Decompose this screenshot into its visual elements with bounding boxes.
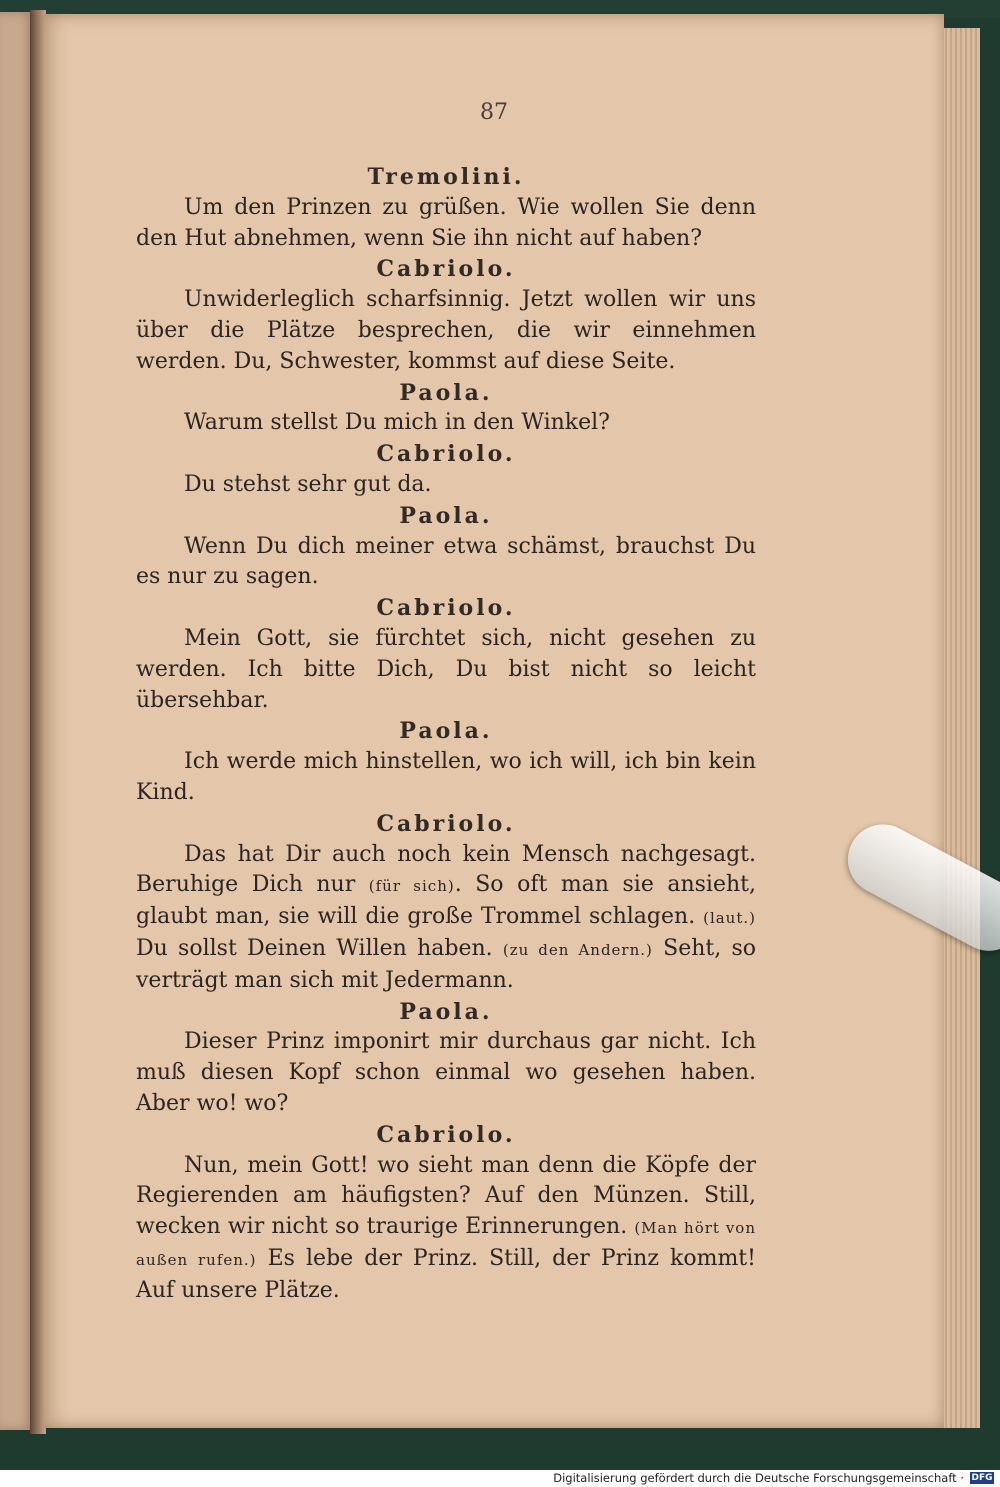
speech-paragraph: Unwiderleglich scharfsinnig. Jetzt wollen wir uns über die Plätze besprechen, die wir einnehmen werden. Du, Schwester, kommst auf diese Seite.: [136, 287, 756, 374]
footer-bar: [0, 1470, 1000, 1487]
speech-text: Seht, so verträgt man sich mit Jedermann.: [136, 935, 756, 993]
speech-paragraph: [136, 840, 756, 997]
book-page: [44, 14, 944, 1428]
speaker-name: Cabriolo.: [376, 441, 516, 468]
page-stack-edges: [940, 28, 980, 1428]
stage-direction: (laut.): [703, 909, 756, 928]
speech-paragraph: [136, 1151, 756, 1307]
page-number: 87: [480, 100, 508, 125]
speech-paragraph: Wenn Du dich meiner etwa schämst, brauchst Du es nur zu sagen.: [136, 533, 756, 590]
left-page-edge: [0, 12, 34, 1430]
speech-text: Nun, mein Gott! wo sieht man denn die Köpfe der Regierenden am häufigsten? Auf den Münzen. Still, wecken wir nicht so traurige Erinnerungen.: [136, 1152, 756, 1240]
speaker-name: Paola.: [399, 379, 493, 406]
speech-text: . So oft man sie ansieht, glaubt man, sie will die große Trommel schlagen.: [136, 872, 756, 930]
speech-paragraph: Ich werde mich hinstellen, wo ich will, ich bin kein Kind.: [136, 749, 756, 805]
stage-direction: (Man hört von außen rufen.): [136, 1219, 756, 1269]
footer-credit: Digitalisierung gefördert durch die Deutsche Forschungsgemeinschaft ·: [553, 1471, 964, 1485]
speaker-name: Paola.: [399, 998, 493, 1025]
dfg-logo: DFG: [971, 1473, 993, 1483]
speaker-name: Cabriolo.: [376, 810, 516, 837]
speaker-name: Cabriolo.: [376, 1121, 516, 1148]
page-text: [136, 162, 756, 1306]
speech-paragraph: Du stehst sehr gut da.: [184, 471, 432, 497]
speech-paragraph: Warum stellst Du mich in den Winkel?: [184, 410, 610, 436]
speaker-name: Cabriolo.: [376, 595, 516, 622]
speech-text: Es lebe der Prinz. Still, der Prinz kommt! Auf unsere Plätze.: [136, 1245, 756, 1303]
speech-text: Das hat Dir auch noch kein Mensch nachgesagt. Beruhige Dich nur: [136, 841, 756, 898]
stage-direction: (für sich): [368, 877, 455, 896]
speech-text: Du sollst Deinen Willen haben.: [136, 935, 503, 961]
speech-paragraph: Mein Gott, sie fürchtet sich, nicht gesehen zu werden. Ich bitte Dich, Du bist nicht so leicht übersehbar.: [136, 625, 756, 713]
speech-paragraph: Dieser Prinz imponirt mir durchaus gar nicht. Ich muß diesen Kopf schon einmal wo gesehen haben. Aber wo! wo?: [136, 1029, 756, 1116]
speaker-name: Cabriolo.: [376, 256, 516, 283]
speaker-name: Paola.: [399, 502, 493, 529]
speech-paragraph: Um den Prinzen zu grüßen. Wie wollen Sie denn den Hut abnehmen, wenn Sie ihn nicht auf haben?: [136, 194, 756, 251]
speaker-name: Paola.: [399, 718, 493, 745]
speaker-name: Tremolini.: [367, 164, 525, 190]
stage-direction: (zu den Andern.): [502, 940, 653, 959]
